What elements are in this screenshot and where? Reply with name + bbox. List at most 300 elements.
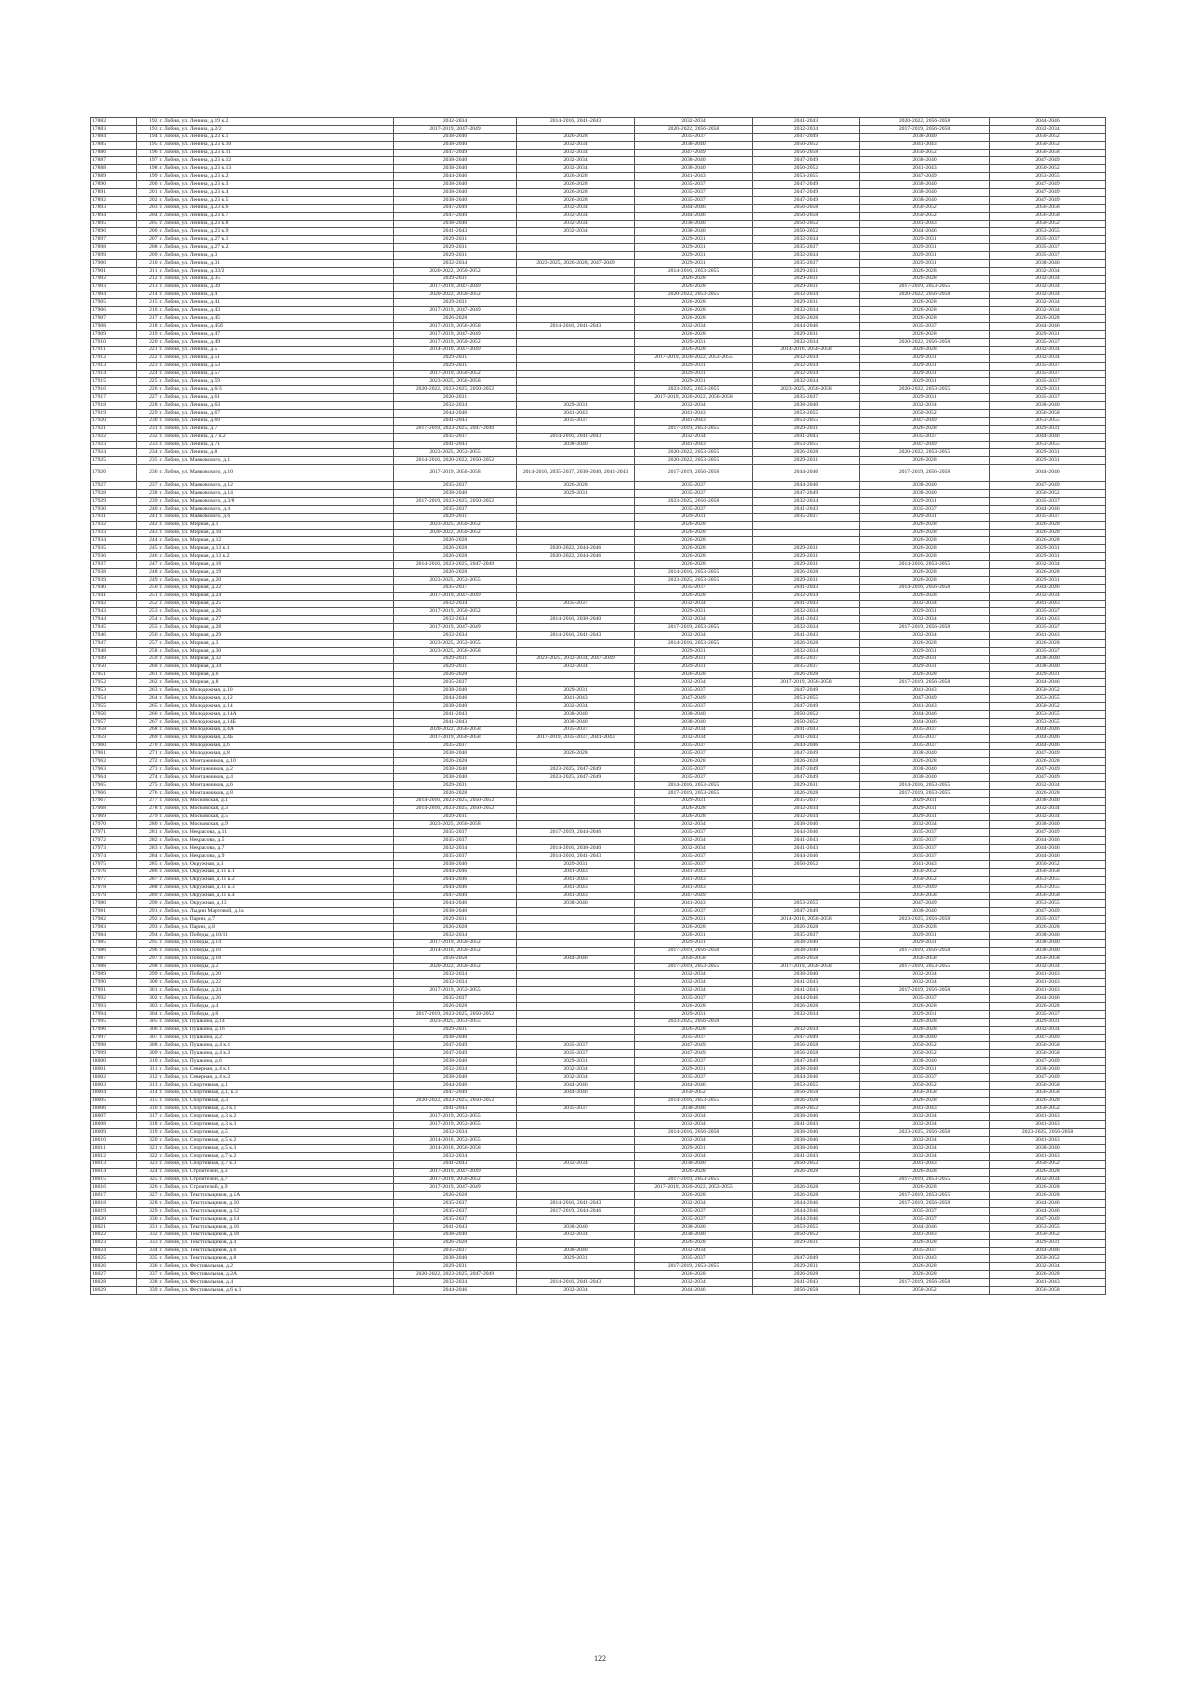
address-cell: г. Лобня, ул. Лыдии Мартовой, д.1а [159, 908, 394, 916]
period-1-cell: 2041-2043 [394, 441, 517, 449]
period-3-cell: 2017-2019, 2056-2058 [635, 947, 753, 955]
table-row [91, 1034, 1106, 1042]
period-2-cell [517, 125, 635, 133]
period-1-cell: 2017-2019, 2056-2058 [394, 465, 517, 482]
row-number-cell: 275 [137, 782, 159, 790]
address-cell: г. Лобня, ул. Ленина, д.7 к.2 [159, 433, 394, 441]
address-cell: г. Лобня, ул. Маяковского, д.14 [159, 490, 394, 498]
period-6-cell: 2029-2031 [990, 1239, 1106, 1247]
period-6-cell: 2038-2040 [990, 947, 1106, 955]
period-1-cell: 2017-2019, 2050-2052 [394, 338, 517, 346]
row-number-cell: 233 [137, 441, 159, 449]
period-1-cell: 2044-2046 [394, 409, 517, 417]
period-5-cell: 2026-2028 [860, 267, 990, 275]
period-4-cell: 2056-2058 [753, 955, 860, 963]
row-id-cell: 17955 [91, 703, 137, 711]
table-row [91, 521, 1106, 529]
table-row [91, 860, 1106, 868]
row-number-cell: 220 [137, 338, 159, 346]
period-1-cell: 2023-2025, 2056-2058 [394, 647, 517, 655]
period-3-cell: 2029-2031 [635, 655, 753, 663]
address-cell: г. Лобня, ул. Ленина, д.43 [159, 307, 394, 315]
period-6-cell: 2038-2040 [990, 1145, 1106, 1153]
row-number-cell: 313 [137, 1081, 159, 1089]
period-6-cell: 2026-2028 [990, 1271, 1106, 1279]
period-1-cell: 2032-2034 [394, 600, 517, 608]
period-6-cell: 2038-2040 [990, 663, 1106, 671]
row-id-cell: 17914 [91, 370, 137, 378]
period-1-cell: 2047-2049 [394, 212, 517, 220]
table-row [91, 1176, 1106, 1184]
period-1-cell: 2029-2031 [394, 663, 517, 671]
period-4-cell: 2029-2031 [753, 553, 860, 561]
period-4-cell: 2056-2058 [753, 1042, 860, 1050]
period-5-cell: 2050-2052 [860, 1050, 990, 1058]
period-2-cell: 2041-2043 [517, 695, 635, 703]
period-6-cell: 2044-2046 [990, 505, 1106, 513]
period-3-cell: 2026-2028 [635, 1168, 753, 1176]
period-5-cell: 2038-2040 [860, 1058, 990, 1066]
period-3-cell: 2026-2028 [635, 1271, 753, 1279]
period-1-cell: 2044-2046 [394, 876, 517, 884]
period-6-cell: 2047-2049 [990, 829, 1106, 837]
address-cell: г. Лобня, ул. Окружная, д.11 к.2 [159, 876, 394, 884]
address-cell: г. Лобня, ул. Победы, д.24 [159, 987, 394, 995]
period-5-cell: 2044-2046 [860, 718, 990, 726]
period-5-cell: 2035-2037 [860, 995, 990, 1003]
period-2-cell [517, 1121, 635, 1129]
period-5-cell: 2035-2037 [860, 837, 990, 845]
row-number-cell: 338 [137, 1279, 159, 1287]
address-cell: г. Лобня, ул. Молодежная, д.10 [159, 687, 394, 695]
row-number-cell: 229 [137, 409, 159, 417]
period-1-cell: 2017-2019, 2053-2055 [394, 1113, 517, 1121]
period-3-cell: 2023-2025, 2056-2058 [635, 497, 753, 505]
period-5-cell: 2020-2022, 2056-2058 [860, 291, 990, 299]
row-number-cell: 214 [137, 291, 159, 299]
period-1-cell: 2026-2028 [394, 924, 517, 932]
period-5-cell: 2035-2037 [860, 829, 990, 837]
table-row [91, 655, 1106, 663]
table-row [91, 513, 1106, 521]
period-1-cell: 2035-2037 [394, 1208, 517, 1216]
period-1-cell: 2014-2016, 2047-2049 [394, 346, 517, 354]
period-4-cell: 2017-2019, 2056-2058 [753, 679, 860, 687]
period-5-cell: 2038-2040 [860, 482, 990, 490]
period-3-cell: 2041-2043 [635, 417, 753, 425]
row-number-cell: 207 [137, 236, 159, 244]
table-row [91, 876, 1106, 884]
period-1-cell: 2020-2022, 2050-2052 [394, 963, 517, 971]
row-id-cell: 18009 [91, 1129, 137, 1137]
period-6-cell: 2044-2046 [990, 433, 1106, 441]
table-row [91, 1263, 1106, 1271]
period-3-cell: 2026-2028 [635, 1192, 753, 1200]
period-2-cell [517, 1113, 635, 1121]
period-4-cell: 2041-2043 [753, 584, 860, 592]
period-1-cell: 2038-2040 [394, 703, 517, 711]
row-id-cell: 17925 [91, 457, 137, 465]
table-row [91, 331, 1106, 339]
period-4-cell: 2032-2034 [753, 354, 860, 362]
row-id-cell: 18022 [91, 1231, 137, 1239]
period-2-cell [517, 513, 635, 521]
period-5-cell: 2029-2031 [860, 497, 990, 505]
period-4-cell: 2041-2043 [753, 505, 860, 513]
period-5-cell: 2050-2052 [860, 1287, 990, 1295]
address-cell: г. Лобня, ул. Окружная, д.13 [159, 900, 394, 908]
period-5-cell: 2038-2040 [860, 157, 990, 165]
table-row [91, 616, 1106, 624]
row-number-cell: 194 [137, 133, 159, 141]
period-3-cell: 2041-2043 [635, 441, 753, 449]
period-5-cell: 2026-2028 [860, 576, 990, 584]
row-number-cell: 261 [137, 671, 159, 679]
row-id-cell: 17947 [91, 640, 137, 648]
address-cell: г. Лобня, ул. Молодежная, д.4А [159, 726, 394, 734]
period-1-cell: 2026-2028 [394, 537, 517, 545]
address-cell: г. Лобня, ул. Ленина, д.53 [159, 362, 394, 370]
address-cell: г. Лобня, ул. Победы, д.22 [159, 979, 394, 987]
table-row [91, 750, 1106, 758]
row-number-cell: 299 [137, 971, 159, 979]
period-2-cell [517, 1184, 635, 1192]
period-5-cell: 2038-2040 [860, 133, 990, 141]
period-4-cell: 2056-2058 [753, 1089, 860, 1097]
table-row [91, 568, 1106, 576]
period-5-cell: 2044-2046 [860, 228, 990, 236]
period-1-cell: 2032-2034 [394, 1152, 517, 1160]
address-cell: г. Лобня, ул. Победы, д.16 [159, 947, 394, 955]
row-id-cell: 18005 [91, 1097, 137, 1105]
period-2-cell [517, 457, 635, 465]
period-4-cell: 2032-2034 [753, 497, 860, 505]
row-id-cell: 17942 [91, 600, 137, 608]
period-3-cell: 2026-2028 [635, 307, 753, 315]
period-5-cell: 2038-2040 [860, 908, 990, 916]
period-2-cell [517, 742, 635, 750]
period-5-cell: 2047-2049 [860, 417, 990, 425]
period-5-cell: 2041-2043 [860, 1105, 990, 1113]
period-2-cell [517, 252, 635, 260]
period-5-cell: 2026-2028 [860, 1271, 990, 1279]
row-id-cell: 18021 [91, 1223, 137, 1231]
period-2-cell: 2032-2034 [517, 220, 635, 228]
period-6-cell: 2029-2031 [990, 457, 1106, 465]
row-id-cell: 18012 [91, 1152, 137, 1160]
table-row [91, 149, 1106, 157]
row-number-cell: 298 [137, 963, 159, 971]
period-6-cell: 2050-2052 [990, 1255, 1106, 1263]
address-cell: г. Лобня, ул. Строителей, д.7 [159, 1176, 394, 1184]
period-5-cell: 2026-2028 [860, 1097, 990, 1105]
address-cell: г. Лобня, ул. Ленина, д.23 к.1 [159, 133, 394, 141]
row-number-cell: 294 [137, 931, 159, 939]
period-2-cell [517, 1026, 635, 1034]
row-id-cell: 18019 [91, 1208, 137, 1216]
period-4-cell: 2035-2037 [753, 655, 860, 663]
row-id-cell: 17919 [91, 409, 137, 417]
period-2-cell: 2017-2019, 2044-2046 [517, 1208, 635, 1216]
period-5-cell: 2032-2034 [860, 971, 990, 979]
row-number-cell: 247 [137, 561, 159, 569]
period-2-cell: 2023-2025, 2047-2049 [517, 774, 635, 782]
table-row [91, 1050, 1106, 1058]
table-row [91, 813, 1106, 821]
row-number-cell: 201 [137, 189, 159, 197]
period-6-cell: 2053-2055 [990, 884, 1106, 892]
period-6-cell: 2029-2031 [990, 576, 1106, 584]
address-cell: г. Лобня, ул. Маяковского, д.4 [159, 505, 394, 513]
period-4-cell [753, 876, 860, 884]
period-2-cell [517, 608, 635, 616]
period-1-cell: 2041-2043 [394, 1160, 517, 1168]
period-2-cell [517, 561, 635, 569]
period-4-cell: 2032-2034 [753, 805, 860, 813]
period-6-cell: 2050-2052 [990, 141, 1106, 149]
row-number-cell: 223 [137, 362, 159, 370]
period-1-cell: 2017-2019, 2056-2058 [394, 323, 517, 331]
row-number-cell: 218 [137, 323, 159, 331]
row-number-cell: 267 [137, 718, 159, 726]
period-4-cell: 2044-2046 [753, 482, 860, 490]
period-3-cell: 2035-2037 [635, 687, 753, 695]
row-id-cell: 17965 [91, 782, 137, 790]
row-number-cell: 270 [137, 742, 159, 750]
period-5-cell: 2050-2052 [860, 409, 990, 417]
period-2-cell: 2032-2034 [517, 149, 635, 157]
period-2-cell: 2026-2028 [517, 189, 635, 197]
period-3-cell: 2032-2034 [635, 616, 753, 624]
table-row [91, 758, 1106, 766]
period-1-cell: 2035-2037 [394, 837, 517, 845]
period-6-cell: 2026-2028 [990, 924, 1106, 932]
row-id-cell: 17913 [91, 362, 137, 370]
address-cell: г. Лобня, ул. Мирная, д.13 к.2 [159, 553, 394, 561]
period-4-cell: 2032-2034 [753, 291, 860, 299]
period-1-cell: 2026-2028 [394, 1002, 517, 1010]
period-4-cell: 2050-2052 [753, 1231, 860, 1239]
row-id-cell: 17938 [91, 568, 137, 576]
period-2-cell: 2038-2040 [517, 711, 635, 719]
row-id-cell: 17973 [91, 845, 137, 853]
period-1-cell: 2023-2025, 2053-2055 [394, 1018, 517, 1026]
period-3-cell: 2032-2034 [635, 734, 753, 742]
period-1-cell: 2020-2022, 2050-2052 [394, 291, 517, 299]
period-4-cell: 2053-2055 [753, 441, 860, 449]
period-6-cell: 2023-2025, 2056-2058 [990, 1129, 1106, 1137]
period-4-cell: 2023-2025, 2056-2058 [753, 386, 860, 394]
period-4-cell: 2029-2031 [753, 425, 860, 433]
row-id-cell: 17983 [91, 924, 137, 932]
period-1-cell: 2047-2049 [394, 1050, 517, 1058]
table-row [91, 931, 1106, 939]
table-row [91, 220, 1106, 228]
table-row [91, 837, 1106, 845]
period-3-cell: 2035-2037 [635, 189, 753, 197]
period-6-cell: 2032-2034 [990, 307, 1106, 315]
address-cell: г. Лобня, ул. Ленина, д.3 [159, 252, 394, 260]
period-4-cell: 2041-2043 [753, 600, 860, 608]
period-5-cell: 2047-2049 [860, 900, 990, 908]
row-id-cell: 18003 [91, 1081, 137, 1089]
address-cell: г. Лобня, ул. Ленина, д.47 [159, 331, 394, 339]
address-cell: г. Лобня, ул. Ленина, д.33/2 [159, 267, 394, 275]
period-2-cell: 2026-2028 [517, 196, 635, 204]
period-3-cell: 2041-2043 [635, 900, 753, 908]
period-2-cell: 2041-2043 [517, 892, 635, 900]
period-5-cell: 2014-2016, 2053-2055 [860, 561, 990, 569]
period-1-cell: 2038-2040 [394, 189, 517, 197]
row-id-cell: 17884 [91, 133, 137, 141]
row-number-cell: 225 [137, 378, 159, 386]
period-2-cell [517, 1018, 635, 1026]
period-4-cell: 2026-2028 [753, 758, 860, 766]
period-1-cell: 2041-2043 [394, 228, 517, 236]
period-3-cell: 2029-2031 [635, 252, 753, 260]
period-3-cell: 2029-2031 [635, 244, 753, 252]
table-row [91, 821, 1106, 829]
period-6-cell: 2038-2040 [990, 797, 1106, 805]
table-row [91, 782, 1106, 790]
period-5-cell: 2029-2031 [860, 647, 990, 655]
period-6-cell: 2026-2028 [990, 1097, 1106, 1105]
row-id-cell: 17892 [91, 196, 137, 204]
period-1-cell: 2029-2031 [394, 236, 517, 244]
row-id-cell: 17887 [91, 157, 137, 165]
period-4-cell: 2047-2049 [753, 1255, 860, 1263]
period-2-cell [517, 275, 635, 283]
period-6-cell: 2044-2046 [990, 734, 1106, 742]
period-4-cell: 2026-2028 [753, 315, 860, 323]
period-6-cell: 2032-2034 [990, 805, 1106, 813]
table-body [91, 118, 1106, 1295]
period-2-cell [517, 244, 635, 252]
period-6-cell: 2035-2037 [990, 647, 1106, 655]
period-5-cell: 2026-2028 [860, 346, 990, 354]
period-5-cell: 2017-2019, 2056-2058 [860, 125, 990, 133]
row-number-cell: 205 [137, 220, 159, 228]
period-2-cell [517, 1239, 635, 1247]
row-number-cell: 202 [137, 196, 159, 204]
period-2-cell: 2038-2040 [517, 1247, 635, 1255]
period-5-cell: 2023-2025, 2056-2058 [860, 916, 990, 924]
period-4-cell: 2056-2058 [753, 1287, 860, 1295]
period-2-cell [517, 370, 635, 378]
period-6-cell: 2035-2037 [990, 1010, 1106, 1018]
period-6-cell: 2026-2028 [990, 529, 1106, 537]
period-1-cell: 2014-2016, 2020-2022, 2050-2052 [394, 457, 517, 465]
period-4-cell: 2047-2049 [753, 189, 860, 197]
period-1-cell: 2020-2031 [394, 394, 517, 402]
period-4-cell: 2029-2031 [753, 331, 860, 339]
row-number-cell: 286 [137, 868, 159, 876]
period-3-cell: 2035-2037 [635, 1255, 753, 1263]
row-number-cell: 319 [137, 1129, 159, 1137]
period-1-cell: 2029-2031 [394, 782, 517, 790]
period-6-cell: 2050-2052 [990, 703, 1106, 711]
period-6-cell: 2029-2031 [990, 671, 1106, 679]
period-1-cell: 2056-2058 [394, 955, 517, 963]
period-5-cell: 2032-2034 [860, 1152, 990, 1160]
table-row [91, 1129, 1106, 1137]
address-cell: г. Лобня, ул. Ленина, д.23 к.11 [159, 149, 394, 157]
table-row [91, 409, 1106, 417]
table-row [91, 133, 1106, 141]
row-number-cell: 245 [137, 545, 159, 553]
table-row [91, 1058, 1106, 1066]
period-4-cell: 2044-2046 [753, 1073, 860, 1081]
row-number-cell: 312 [137, 1073, 159, 1081]
row-number-cell: 323 [137, 1160, 159, 1168]
period-2-cell [517, 584, 635, 592]
period-3-cell: 2026-2028 [635, 1026, 753, 1034]
address-cell: г. Лобня, ул. Ленина, д.23 к.13 [159, 165, 394, 173]
period-5-cell: 2026-2028 [860, 537, 990, 545]
table-row [91, 711, 1106, 719]
period-6-cell: 2047-2049 [990, 1073, 1106, 1081]
table-row [91, 212, 1106, 220]
period-3-cell: 2026-2028 [635, 813, 753, 821]
row-id-cell: 17991 [91, 987, 137, 995]
period-6-cell: 2056-2058 [990, 1287, 1106, 1295]
period-2-cell: 2038-2040 [517, 900, 635, 908]
period-2-cell: 2044-2046 [517, 1089, 635, 1097]
period-3-cell: 2026-2028 [635, 805, 753, 813]
period-1-cell: 2035-2037 [394, 829, 517, 837]
address-cell: г. Лобня, ул. Молодежная, д.6 [159, 742, 394, 750]
period-6-cell: 2032-2034 [990, 283, 1106, 291]
period-1-cell: 2038-2040 [394, 1058, 517, 1066]
period-3-cell: 2020-2022, 2053-2055 [635, 291, 753, 299]
period-3-cell: 2017-2019, 2020-2022, 2056-2058 [635, 394, 753, 402]
address-cell: г. Лобня, ул. Молодежная, д.4Б [159, 734, 394, 742]
address-cell: г. Лобня, ул. Ленина, д.23 к.9 [159, 228, 394, 236]
period-1-cell: 2026-2028 [394, 568, 517, 576]
period-4-cell: 2050-2052 [753, 165, 860, 173]
table-row [91, 1018, 1106, 1026]
period-6-cell: 2041-2043 [990, 1121, 1106, 1129]
period-3-cell: 2032-2034 [635, 600, 753, 608]
period-5-cell: 2026-2028 [860, 1026, 990, 1034]
period-3-cell: 2038-2040 [635, 718, 753, 726]
period-6-cell: 2047-2049 [990, 750, 1106, 758]
period-4-cell: 2035-2037 [753, 244, 860, 252]
address-cell: г. Лобня, ул. Победы, д.2 [159, 963, 394, 971]
period-6-cell: 2050-2052 [990, 1231, 1106, 1239]
row-number-cell: 266 [137, 711, 159, 719]
period-4-cell: 2029-2031 [753, 299, 860, 307]
row-id-cell: 17882 [91, 118, 137, 126]
table-row [91, 157, 1106, 165]
period-2-cell [517, 497, 635, 505]
address-cell: г. Лобня, ул. Текстильщиков, д.14 [159, 1216, 394, 1224]
table-row [91, 307, 1106, 315]
period-1-cell: 2017-2019, 2047-2049 [394, 624, 517, 632]
period-6-cell: 2035-2037 [990, 236, 1106, 244]
address-cell: г. Лобня, ул. Ленина, д.45 [159, 315, 394, 323]
period-3-cell: 2026-2028 [635, 561, 753, 569]
period-2-cell: 2026-2028 [517, 181, 635, 189]
period-4-cell: 2032-2034 [753, 1010, 860, 1018]
row-id-cell: 17978 [91, 884, 137, 892]
period-6-cell: 2041-2043 [990, 971, 1106, 979]
period-1-cell: 2038-2040 [394, 1255, 517, 1263]
period-4-cell: 2029-2031 [753, 1263, 860, 1271]
row-id-cell: 17963 [91, 766, 137, 774]
row-number-cell: 278 [137, 805, 159, 813]
table-row [91, 939, 1106, 947]
